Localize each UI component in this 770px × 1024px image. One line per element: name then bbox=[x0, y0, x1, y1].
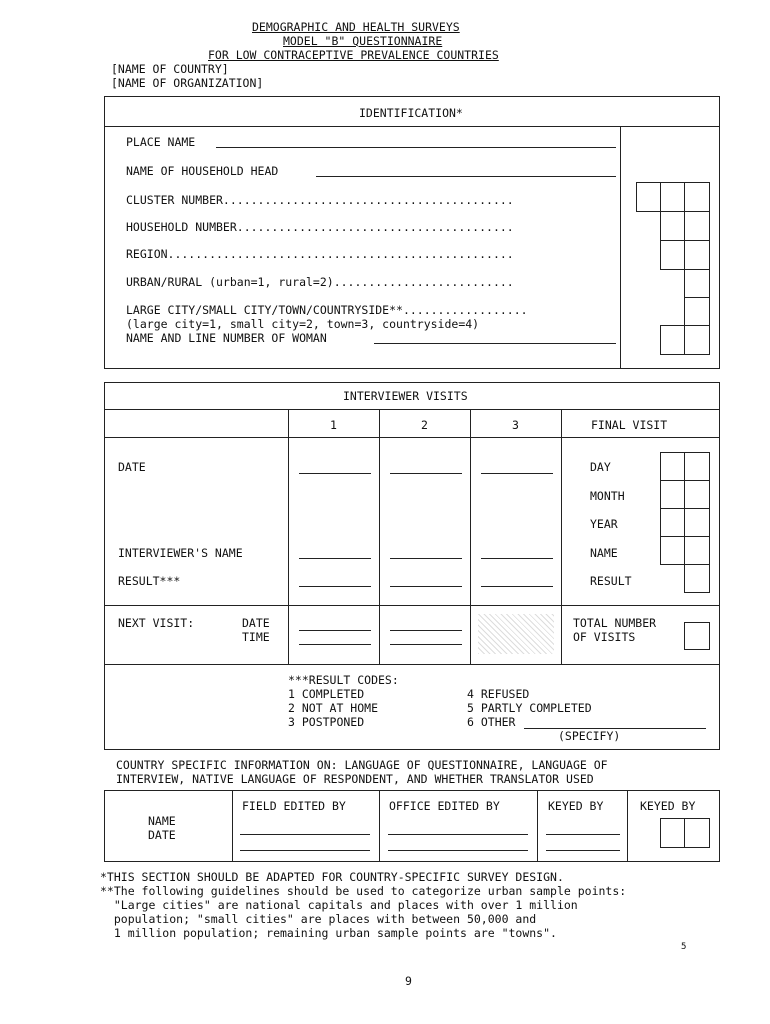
visit-2-interviewer-field[interactable] bbox=[390, 546, 462, 559]
divider bbox=[470, 409, 471, 664]
next-visit-label: NEXT VISIT: bbox=[118, 616, 195, 630]
visit-1-interviewer-field[interactable] bbox=[299, 546, 371, 559]
interviewer-name-label: INTERVIEWER'S NAME bbox=[118, 546, 243, 560]
visit-2-header: 2 bbox=[421, 418, 428, 432]
final-month-box[interactable] bbox=[660, 480, 685, 509]
divider bbox=[379, 409, 380, 664]
footnote-2-line-3: population; "small cities" are places with between 50,000 and bbox=[100, 912, 537, 926]
visit-1-next-date-field[interactable] bbox=[299, 618, 371, 631]
total-visits-label-1: TOTAL NUMBER bbox=[573, 616, 657, 630]
questionnaire-model: MODEL "B" QUESTIONNAIRE bbox=[283, 34, 443, 48]
divider bbox=[104, 664, 720, 665]
final-year-box[interactable] bbox=[660, 508, 685, 537]
divider bbox=[104, 126, 720, 127]
result-code-4: 4 REFUSED bbox=[467, 687, 530, 701]
page-number: 9 bbox=[405, 974, 412, 988]
visit-1-date-field[interactable] bbox=[299, 461, 371, 474]
office-edited-header: OFFICE EDITED BY bbox=[389, 799, 500, 813]
visit-2-result-field[interactable] bbox=[390, 574, 462, 587]
final-result-label: RESULT bbox=[590, 574, 632, 588]
city-type-box[interactable] bbox=[684, 297, 710, 326]
final-year-label: YEAR bbox=[590, 517, 618, 531]
place-name-field[interactable] bbox=[216, 135, 616, 148]
urban-rural-box[interactable] bbox=[684, 269, 710, 298]
edit-name-label: NAME bbox=[148, 814, 176, 828]
edit-date-label: DATE bbox=[148, 828, 176, 842]
visit-1-result-field[interactable] bbox=[299, 574, 371, 587]
country-info-line-1: COUNTRY SPECIFIC INFORMATION ON: LANGUAGE OF QUESTIONNAIRE, LANGUAGE OF bbox=[116, 758, 608, 772]
result-code-6: 6 OTHER bbox=[467, 715, 516, 729]
divider bbox=[537, 790, 538, 862]
woman-name-line-label: NAME AND LINE NUMBER OF WOMAN bbox=[126, 331, 327, 345]
date-label: DATE bbox=[118, 460, 146, 474]
visit-3-date-field[interactable] bbox=[481, 461, 553, 474]
divider bbox=[104, 437, 720, 438]
final-visit-header: FINAL VISIT bbox=[591, 418, 668, 432]
margin-mark: 5 bbox=[681, 942, 687, 952]
divider bbox=[561, 409, 562, 664]
visit-3-result-field[interactable] bbox=[481, 574, 553, 587]
other-specify-field[interactable] bbox=[524, 716, 706, 729]
office-editor-date-field[interactable] bbox=[388, 838, 528, 851]
identification-title: IDENTIFICATION* bbox=[359, 106, 463, 120]
keyed-by-header-2: KEYED BY bbox=[640, 799, 696, 813]
household-number-label: HOUSEHOLD NUMBER........................................ bbox=[126, 220, 514, 234]
keyed-by-header: KEYED BY bbox=[548, 799, 604, 813]
field-editor-name-field[interactable] bbox=[240, 822, 370, 835]
footnote-2-line-2: "Large cities" are national capitals and places with over 1 million bbox=[100, 898, 578, 912]
result-codes-title: ***RESULT CODES: bbox=[288, 673, 399, 687]
cluster-digit-box[interactable] bbox=[636, 182, 661, 212]
divider bbox=[104, 409, 720, 410]
survey-title: DEMOGRAPHIC AND HEALTH SURVEYS bbox=[252, 20, 460, 34]
visit-3-next-shaded bbox=[478, 614, 554, 654]
result-code-5: 5 PARTLY COMPLETED bbox=[467, 701, 592, 715]
final-month-label: MONTH bbox=[590, 489, 625, 503]
next-date-label: DATE bbox=[242, 616, 270, 630]
keyed-by-date-field[interactable] bbox=[546, 838, 620, 851]
woman-name-field[interactable] bbox=[374, 331, 616, 344]
final-name-box[interactable] bbox=[660, 536, 685, 565]
visit-3-header: 3 bbox=[512, 418, 519, 432]
visit-2-date-field[interactable] bbox=[390, 461, 462, 474]
organization-name: [NAME OF ORGANIZATION] bbox=[111, 76, 264, 90]
final-day-label: DAY bbox=[590, 460, 611, 474]
divider bbox=[232, 790, 233, 862]
woman-line-digit-box[interactable] bbox=[684, 325, 710, 355]
visit-1-header: 1 bbox=[330, 418, 337, 432]
visit-2-next-date-field[interactable] bbox=[390, 618, 462, 631]
visit-3-interviewer-field[interactable] bbox=[481, 546, 553, 559]
office-editor-name-field[interactable] bbox=[388, 822, 528, 835]
field-editor-date-field[interactable] bbox=[240, 838, 370, 851]
urban-rural-label: URBAN/RURAL (urban=1, rural=2).......................... bbox=[126, 275, 514, 289]
country-info-line-2: INTERVIEW, NATIVE LANGUAGE OF RESPONDENT, AND WHETHER TRANSLATOR USED bbox=[116, 772, 594, 786]
household-head-field[interactable] bbox=[316, 164, 616, 177]
footnote-2-line-4: 1 million population; remaining urban sample points are "towns". bbox=[100, 926, 557, 940]
cluster-digit-box[interactable] bbox=[684, 182, 710, 212]
city-type-codes: (large city=1, small city=2, town=3, countryside=4) bbox=[126, 317, 480, 331]
woman-line-digit-box[interactable] bbox=[660, 325, 685, 355]
region-digit-box[interactable] bbox=[684, 240, 710, 270]
questionnaire-scope: FOR LOW CONTRACEPTIVE PREVALENCE COUNTRIES bbox=[208, 48, 499, 62]
total-visits-label-2: OF VISITS bbox=[573, 630, 636, 644]
divider bbox=[627, 790, 628, 862]
divider bbox=[104, 605, 720, 606]
final-result-box[interactable] bbox=[684, 564, 710, 593]
visits-title: INTERVIEWER VISITS bbox=[343, 389, 468, 403]
city-type-label: LARGE CITY/SMALL CITY/TOWN/COUNTRYSIDE**.................. bbox=[126, 303, 528, 317]
final-month-box[interactable] bbox=[684, 480, 710, 509]
total-visits-box[interactable] bbox=[684, 622, 710, 650]
final-day-box[interactable] bbox=[684, 452, 710, 481]
divider bbox=[620, 126, 621, 369]
visit-1-next-time-field[interactable] bbox=[299, 632, 371, 645]
footnote-1: *THIS SECTION SHOULD BE ADAPTED FOR COUNTRY-SPECIFIC SURVEY DESIGN. bbox=[100, 870, 564, 884]
household-head-label: NAME OF HOUSEHOLD HEAD bbox=[126, 164, 279, 178]
region-label: REGION.................................................. bbox=[126, 247, 514, 261]
result-label: RESULT*** bbox=[118, 574, 181, 588]
keyer-code-box[interactable] bbox=[684, 818, 710, 848]
cluster-digit-box[interactable] bbox=[660, 182, 685, 212]
footnote-2: **The following guidelines should be used to categorize urban sample points: bbox=[100, 884, 627, 898]
region-digit-box[interactable] bbox=[660, 240, 685, 270]
visit-2-next-time-field[interactable] bbox=[390, 632, 462, 645]
keyer-code-box[interactable] bbox=[660, 818, 685, 848]
keyed-by-name-field[interactable] bbox=[546, 822, 620, 835]
place-name-label: PLACE NAME bbox=[126, 135, 196, 149]
specify-label: (SPECIFY) bbox=[558, 729, 621, 743]
divider bbox=[379, 790, 380, 862]
final-name-label: NAME bbox=[590, 546, 618, 560]
result-code-2: 2 NOT AT HOME bbox=[288, 701, 379, 715]
next-time-label: TIME bbox=[242, 630, 270, 644]
field-edited-header: FIELD EDITED BY bbox=[242, 799, 346, 813]
final-day-box[interactable] bbox=[660, 452, 685, 481]
cluster-number-label: CLUSTER NUMBER.......................................... bbox=[126, 193, 514, 207]
country-name: [NAME OF COUNTRY] bbox=[111, 62, 229, 76]
household-digit-box[interactable] bbox=[684, 211, 710, 241]
household-digit-box[interactable] bbox=[660, 211, 685, 241]
result-code-3: 3 POSTPONED bbox=[288, 715, 365, 729]
final-name-box[interactable] bbox=[684, 536, 710, 565]
result-code-1: 1 COMPLETED bbox=[288, 687, 365, 701]
divider bbox=[288, 409, 289, 664]
final-year-box[interactable] bbox=[684, 508, 710, 537]
